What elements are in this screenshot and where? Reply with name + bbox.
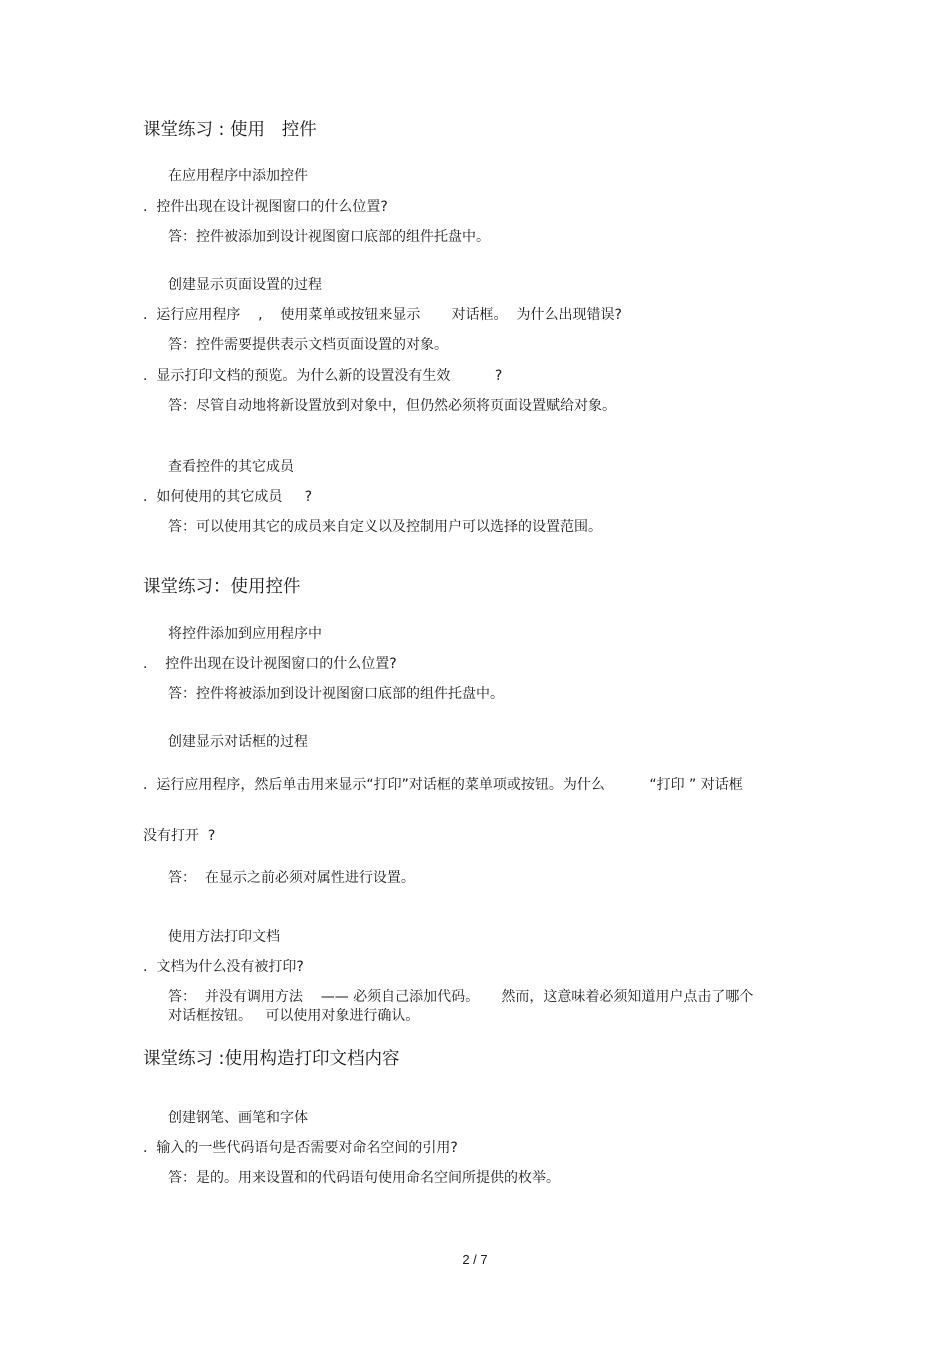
text-line: . 运行应用程序，然后单击用来显示“打印”对话框的菜单项或按钮。为什么 “打印 ” 对话框: [143, 777, 743, 793]
text-line: 将控件添加到应用程序中: [168, 626, 322, 642]
text-line: 创建显示对话框的过程: [168, 734, 308, 750]
text-line: . 控件出现在设计视图窗口的什么位置?: [143, 656, 397, 672]
text-line: 没有打开 ?: [143, 828, 216, 844]
text-line: 答：控件需要提供表示文档页面设置的对象。: [168, 337, 448, 353]
text-line: 答： 在显示之前必须对属性进行设置。: [168, 870, 415, 886]
text-line: . 控件出现在设计视图窗口的什么位置?: [143, 199, 388, 215]
section-heading: 课堂练习 : 使用 控件: [143, 120, 317, 140]
text-line: . 输入的一些代码语句是否需要对命名空间的引用?: [143, 1140, 458, 1156]
text-line: . 如何使用的其它成员 ?: [143, 489, 313, 505]
section-heading: 课堂练习 :使用构造打印文档内容: [143, 1049, 400, 1069]
text-line: 答：可以使用其它的成员来自定义以及控制用户可以选择的设置范围。: [168, 519, 602, 535]
page-number: 2 / 7: [462, 1252, 488, 1267]
text-line: 答：控件被添加到设计视图窗口底部的组件托盘中。: [168, 229, 490, 245]
text-line: 对话框按钮。 可以使用对象进行确认。: [168, 1008, 420, 1024]
text-line: 答：是的。用来设置和的代码语句使用命名空间所提供的枚举。: [168, 1170, 560, 1186]
text-line: 答：控件将被添加到设计视图窗口底部的组件托盘中。: [168, 686, 504, 702]
text-line: . 显示打印文档的预览。为什么新的设置没有生效 ?: [143, 368, 503, 384]
text-line: . 运行应用程序 , 使用菜单或按钮来显示 对话框。 为什么出现错误?: [143, 307, 622, 323]
text-line: . 文档为什么没有被打印?: [143, 959, 304, 975]
text-line: 创建钢笔、画笔和字体: [168, 1110, 308, 1126]
text-line: 使用方法打印文档: [168, 929, 280, 945]
text-line: 答： 并没有调用方法 —— 必须自己添加代码。 然而，这意味着必须知道用户点击了哪个: [168, 989, 754, 1005]
text-line: 答：尽管自动地将新设置放到对象中，但仍然必须将页面设置赋给对象。: [168, 398, 616, 414]
text-line: 查看控件的其它成员: [168, 459, 294, 475]
section-heading: 课堂练习：使用控件: [143, 577, 301, 597]
text-line: 在应用程序中添加控件: [168, 168, 308, 184]
text-line: 创建显示页面设置的过程: [168, 277, 322, 293]
